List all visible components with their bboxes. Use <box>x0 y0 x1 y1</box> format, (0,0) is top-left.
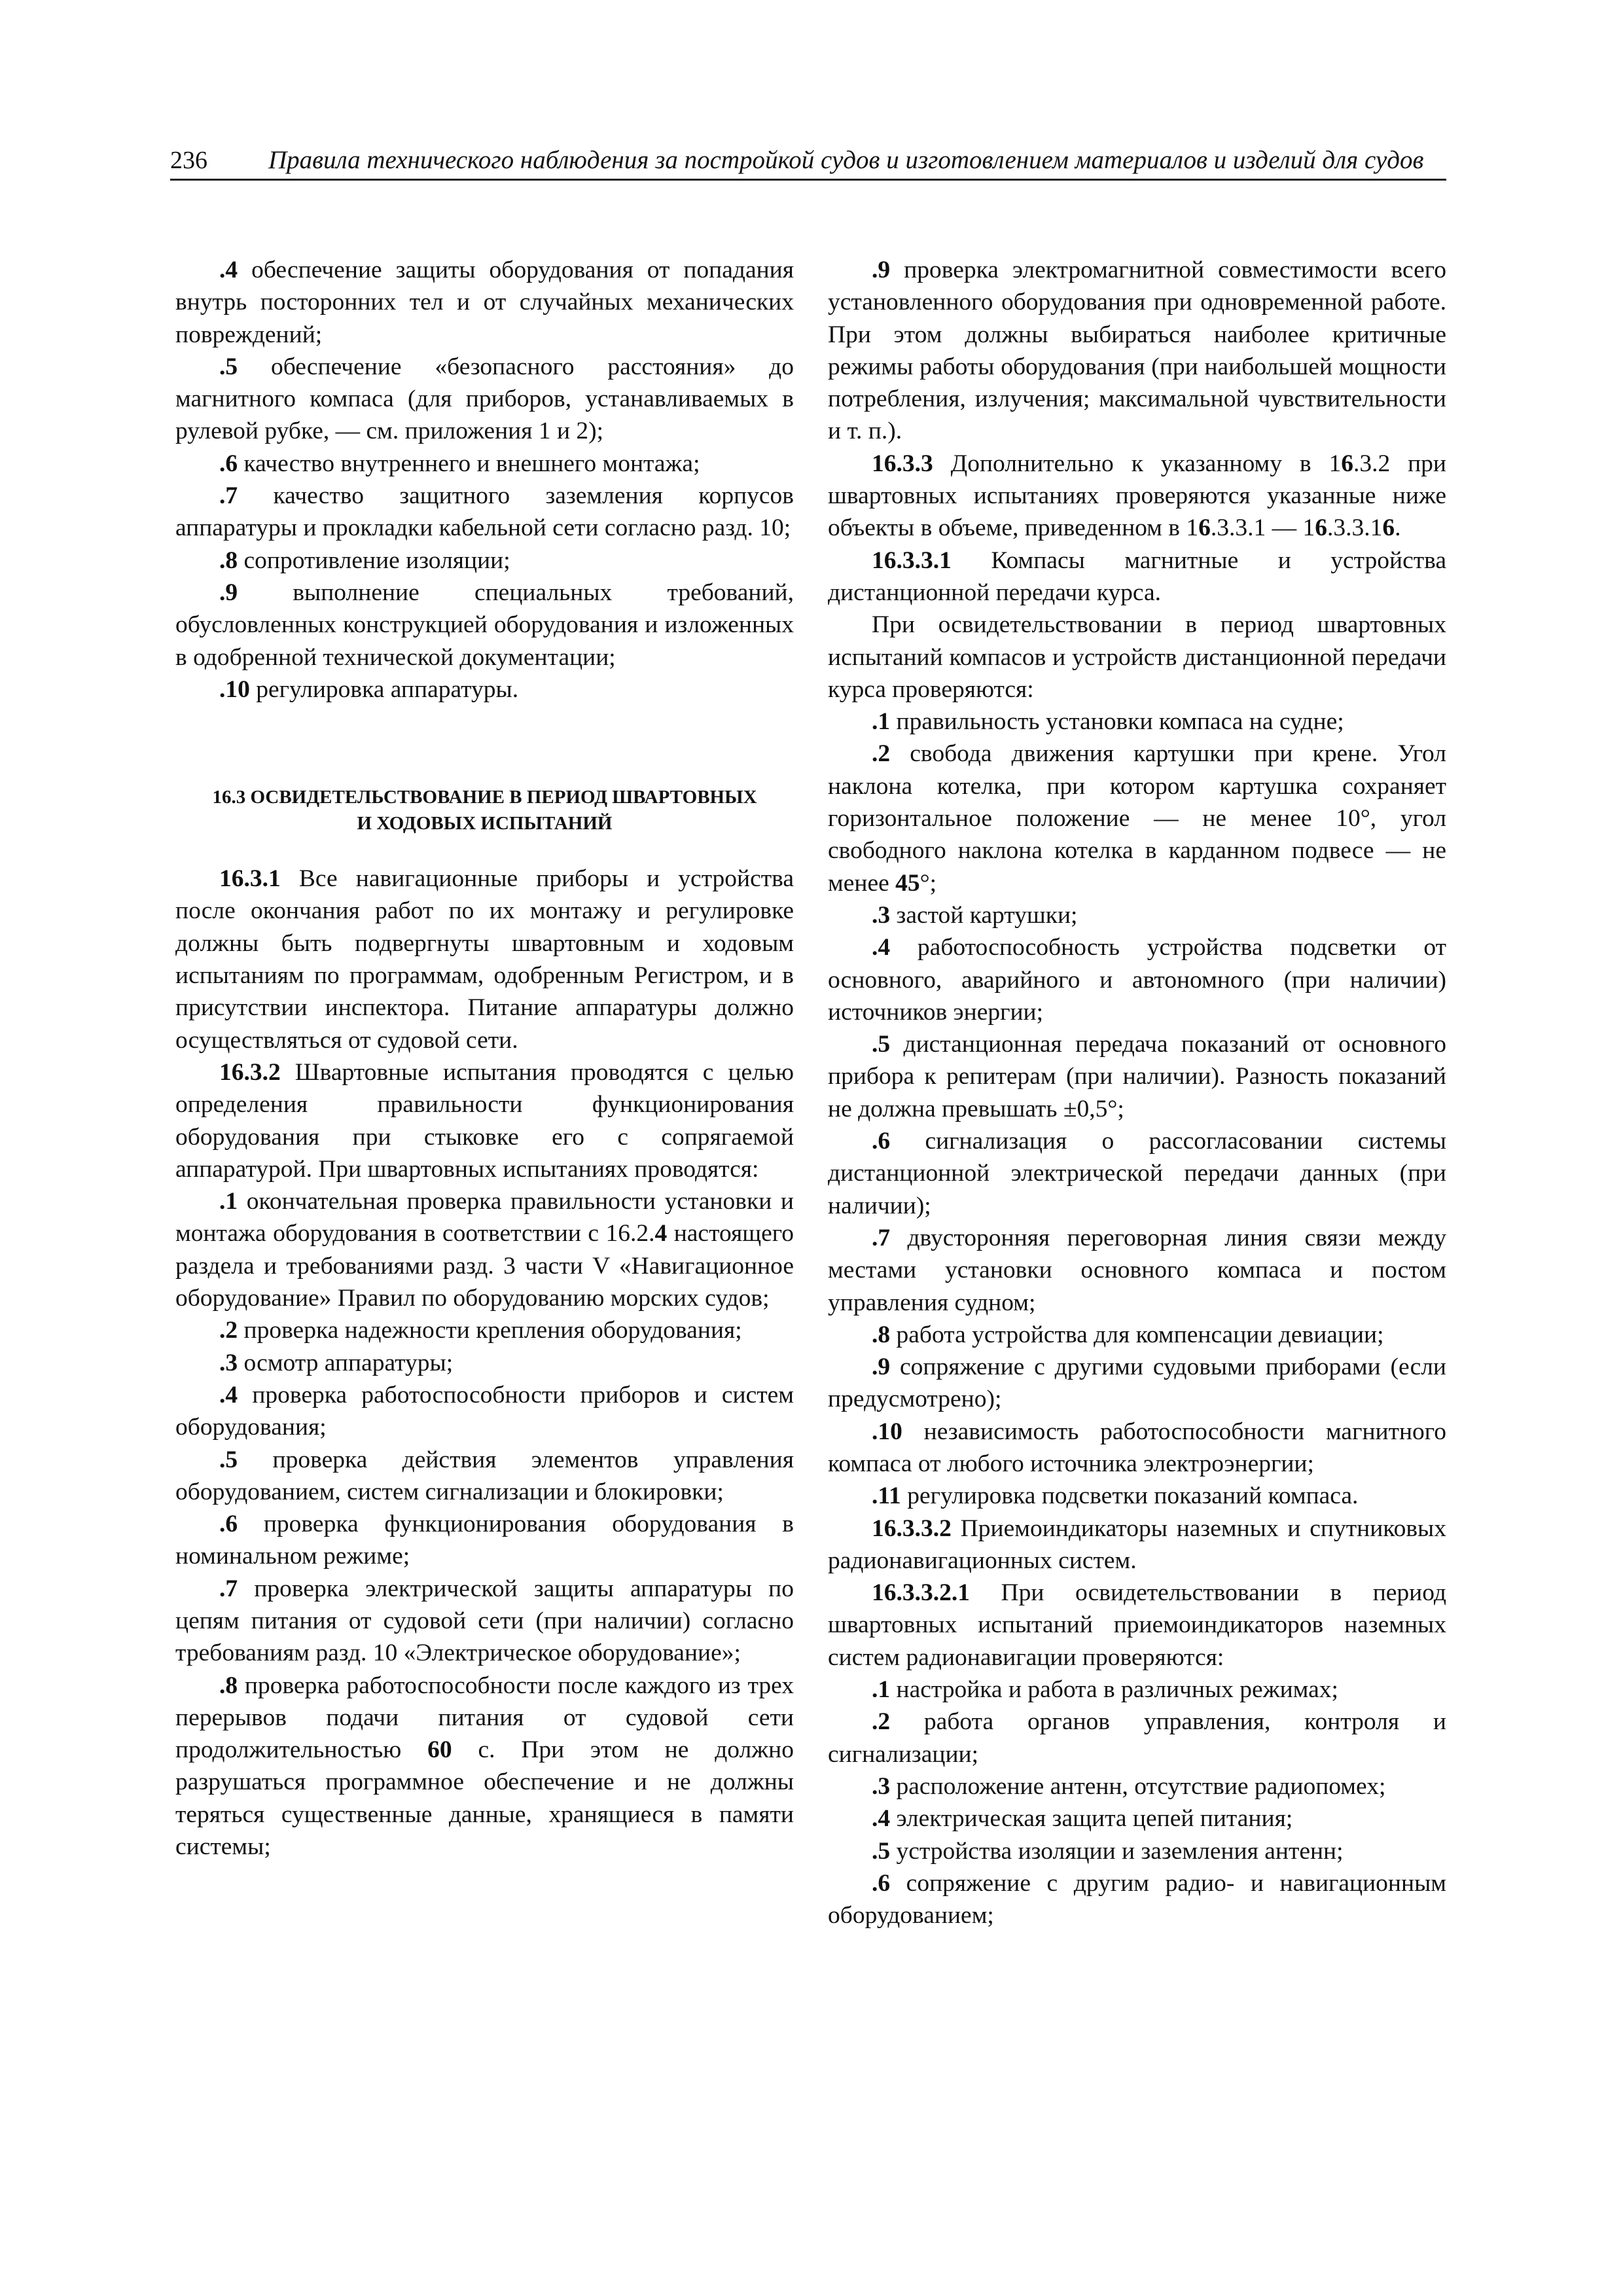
item-number: .3 <box>219 1349 238 1376</box>
item-text: устройства изоляции и заземления антенн; <box>890 1837 1344 1865</box>
item-text: настройка и работа в различных режимах; <box>890 1676 1338 1704</box>
list-item <box>175 448 794 480</box>
item-number: .2 <box>872 1708 891 1736</box>
clause-text: При освидетельствовании в период швартовных испытаний приемоиндикаторов наземных систем радионавигации проверяются: <box>828 1579 1446 1671</box>
clause-number: 16.3.3.1 <box>872 547 952 574</box>
item-text: сопряжение с другими судовыми приборами (если предусмотрено); <box>828 1354 1446 1413</box>
item-text: выполнение специальных требований, обусловленных конструкцией оборудования и изложенных в одобренной технической документации; <box>175 579 794 671</box>
item-text: регулировка аппаратуры. <box>249 675 519 703</box>
spacer <box>175 836 794 863</box>
item-text: проверка работоспособности после каждого из трех перерывов подачи питания от судовой сети продолжительностью <box>175 1672 794 1764</box>
item-text: проверка действия элементов управления оборудованием, систем сигнализации и блокировки; <box>175 1446 794 1505</box>
item-number: .5 <box>872 1031 891 1058</box>
list-item <box>175 673 794 706</box>
list-item <box>175 1379 794 1444</box>
item-text: электрическая защита цепей питания; <box>890 1805 1293 1833</box>
list-item <box>828 1222 1446 1319</box>
item-text: правильность установки компаса на судне; <box>890 708 1344 736</box>
item-text: сопротивление изоляции; <box>238 547 510 574</box>
list-item <box>828 1351 1446 1416</box>
list-item <box>828 1867 1446 1932</box>
list-item <box>828 254 1446 448</box>
bold-digit: 6 <box>1198 514 1211 542</box>
item-text: с. При этом не должно разрушаться программное обеспечение и не должны теряться существенные данные, хранящиеся в памяти системы; <box>175 1736 794 1861</box>
item-text: дистанционная передача показаний от основного прибора к репитерам (при наличии). Разность показаний не должна превышать ±0,5°; <box>828 1031 1446 1122</box>
clause-number: 16.3.2 <box>219 1058 281 1086</box>
left-column <box>175 254 794 1863</box>
item-number: .9 <box>872 257 891 283</box>
item-number: .8 <box>219 547 238 574</box>
section-heading-line: И ХОДОВЫХ ИСПЫТАНИЙ <box>357 813 613 834</box>
item-number: .3 <box>872 901 891 929</box>
list-item <box>828 706 1446 738</box>
bold-number: 4 <box>654 1220 668 1247</box>
item-number: .8 <box>219 1672 238 1699</box>
item-number: .7 <box>219 1575 238 1602</box>
item-text: обеспечение «безопасного расстояния» до магнитного компаса (для приборов, устанавливаемых в рулевой рубке, — см. приложения 1 и 2); <box>175 353 794 445</box>
item-number: .1 <box>219 1188 238 1215</box>
list-item <box>828 1674 1446 1706</box>
item-text: независимость работоспособности магнитного компаса от любого источника электроэнергии; <box>828 1418 1446 1477</box>
item-text: проверка функционирования оборудования в номинальном режиме; <box>175 1511 794 1570</box>
page-number: 236 <box>170 147 207 174</box>
item-text: регулировка подсветки показаний компаса. <box>901 1482 1359 1510</box>
item-number: .7 <box>219 482 238 510</box>
item-text: расположение антенн, отсутствие радиопомех; <box>890 1772 1386 1800</box>
item-text: окончательная проверка правильности установки и монтажа оборудования в соответствии с 16.2. <box>175 1188 794 1247</box>
item-text: работа органов управления, контроля и сигнализации; <box>828 1708 1446 1768</box>
list-item <box>175 1508 794 1573</box>
item-number: .1 <box>872 708 891 736</box>
clause-number: 16.3.3 <box>872 450 933 477</box>
section-heading-line: 16.3 ОСВИДЕТЕЛЬСТВОВАНИЕ В ПЕРИОД ШВАРТОВНЫХ <box>212 787 757 808</box>
bold-digit: 6 <box>1341 450 1353 477</box>
clause-text: Швартовные испытания проводятся с целью определения правильности функционирования оборудования при стыковке его с сопрягаемой аппаратурой. При швартовных испытаниях проводятся: <box>175 1058 794 1183</box>
item-text: работоспособность устройства подсветки от основного, аварийного и автономного (при наличии) источников энергии; <box>828 934 1446 1026</box>
item-number: .10 <box>872 1418 902 1445</box>
clause-text: .3.3.1 <box>1327 514 1383 542</box>
list-item <box>175 1444 794 1509</box>
item-number: .7 <box>872 1224 891 1251</box>
item-number: .5 <box>872 1837 891 1865</box>
bold-digit: 6 <box>1382 514 1395 542</box>
list-item <box>828 1480 1446 1512</box>
item-number: .2 <box>872 740 891 768</box>
list-item <box>828 1416 1446 1480</box>
item-text: застой картушки; <box>890 901 1078 929</box>
item-number: .6 <box>219 450 238 477</box>
right-column <box>828 254 1446 1931</box>
list-item <box>828 1835 1446 1867</box>
item-text: настоящего раздела и требованиями разд. 3 части V «Навигационное оборудование» Правил по оборудованию морских судов; <box>175 1220 794 1312</box>
list-item <box>828 1125 1446 1222</box>
clause-text: Все навигационные приборы и устройства после окончания работ по их монтажу и регулировке должны быть подвергнуты швартовным и ходовым испытаниям по программам, одобренным Регистром, и в присутствии инспектора. Питание аппаратуры должно осуществляться от судовой сети. <box>175 865 794 1054</box>
list-item <box>175 1347 794 1379</box>
item-number: .11 <box>872 1482 901 1510</box>
list-item <box>175 1314 794 1346</box>
item-text: осмотр аппаратуры; <box>238 1349 454 1376</box>
item-number: .8 <box>872 1321 891 1348</box>
list-item <box>828 738 1446 899</box>
clause-text: .3.2 при швартовных испытаниях проверяются указанные ниже объекты в объеме, приведенном в 1 <box>828 450 1446 542</box>
clause-text: .3.3.1 — 1 <box>1210 514 1315 542</box>
running-title: Правила технического наблюдения за постройкой судов и изготовлением материалов и изделий для судов <box>268 146 1424 174</box>
paragraph-16-3-3 <box>828 448 1446 545</box>
paragraph-16-3-3-2-1 <box>828 1577 1446 1674</box>
spacer <box>175 706 794 784</box>
list-item <box>828 1770 1446 1803</box>
item-number: .6 <box>219 1511 238 1538</box>
list-item <box>175 1573 794 1670</box>
paragraph-intro: При освидетельствовании в период швартовных испытаний компасов и устройств дистанционной передачи курса проверяются: <box>828 611 1446 703</box>
list-item <box>828 1028 1446 1125</box>
item-number: .6 <box>872 1128 891 1155</box>
clause-number: 16.3.3.2.1 <box>872 1579 970 1607</box>
paragraph-16-3-2 <box>175 1056 794 1185</box>
list-item <box>175 545 794 577</box>
clause-text: Приемоиндикаторы наземных и спутниковых радионавигационных систем. <box>828 1515 1446 1574</box>
item-text: двусторонняя переговорная линия связи между местами установки основного компаса и постом управления судном; <box>828 1224 1446 1316</box>
list-item <box>175 254 794 351</box>
item-text: сигнализация о рассогласовании системы дистанционной электрической передачи данных (при наличии); <box>828 1128 1446 1219</box>
list-item <box>828 1319 1446 1351</box>
clause-text: . <box>1395 514 1401 542</box>
paragraph-16-3-3-1 <box>828 545 1446 609</box>
item-number: .5 <box>219 1446 238 1473</box>
list-item <box>828 931 1446 1028</box>
list-item <box>175 480 794 545</box>
item-text: обеспечение защиты оборудования от попадания внутрь посторонних тел и от случайных механических повреждений; <box>175 257 794 348</box>
list-item <box>828 899 1446 931</box>
item-text: качество внутреннего и внешнего монтажа; <box>238 450 700 477</box>
clause-text: Компасы магнитные и устройства дистанционной передачи курса. <box>828 547 1446 606</box>
item-text: качество защитного заземления корпусов аппаратуры и прокладки кабельной сети согласно разд. 10; <box>175 482 794 542</box>
bold-digit: 6 <box>1315 514 1327 542</box>
list-item <box>175 577 794 673</box>
bold-number: 60 <box>427 1736 452 1764</box>
item-text: работа устройства для компенсации девиации; <box>890 1321 1384 1348</box>
item-number: .2 <box>219 1317 238 1344</box>
item-number: .6 <box>872 1869 891 1897</box>
list-item <box>175 1185 794 1314</box>
list-item <box>175 351 794 448</box>
item-text: проверка электромагнитной совместимости всего установленного оборудования при одновременной работе. При этом должны выбираться наиболее критичные режимы работы оборудования (при наибольшей мощности потребления, излучения; максимальной чувствительности и т. п.). <box>828 257 1446 445</box>
item-number: .10 <box>219 675 250 703</box>
paragraph-16-3-1 <box>175 863 794 1056</box>
clause-number: 16.3.1 <box>219 865 281 893</box>
paragraph-16-3-3-2 <box>828 1513 1446 1577</box>
item-number: .1 <box>872 1676 891 1704</box>
list-item <box>828 1706 1446 1770</box>
item-number: .4 <box>219 257 238 283</box>
item-text: сопряжение с другим радио- и навигационным оборудованием; <box>828 1869 1446 1929</box>
clause-number: 16.3.3.2 <box>872 1515 952 1542</box>
item-number: .5 <box>219 353 238 380</box>
item-text: свобода движения картушки при крене. Угол наклона котелка, при котором картушка сохраняет горизонтальное положение — не менее 10°, угол свободного наклона котелка в карданном подвесе — не менее <box>828 740 1446 897</box>
bold-number: 45 <box>895 869 920 897</box>
item-text: проверка надежности крепления оборудования; <box>238 1317 742 1344</box>
item-number: .4 <box>219 1381 238 1408</box>
item-text: проверка работоспособности приборов и систем оборудования; <box>175 1381 794 1441</box>
item-number: .4 <box>872 1805 891 1833</box>
list-item <box>175 1670 794 1863</box>
item-text: проверка электрической защиты аппаратуры по цепям питания от судовой сети (при наличии) согласно требованиям разд. 10 «Электрическое оборудование»; <box>175 1575 794 1667</box>
item-number: .9 <box>872 1354 891 1381</box>
list-item <box>828 1803 1446 1835</box>
item-number: .9 <box>219 579 238 606</box>
item-number: .4 <box>872 934 891 961</box>
item-number: .3 <box>872 1772 891 1800</box>
item-text: °; <box>919 869 937 897</box>
clause-text: Дополнительно к указанному в 1 <box>933 450 1342 477</box>
section-heading <box>175 784 794 836</box>
page-header <box>170 145 1446 181</box>
